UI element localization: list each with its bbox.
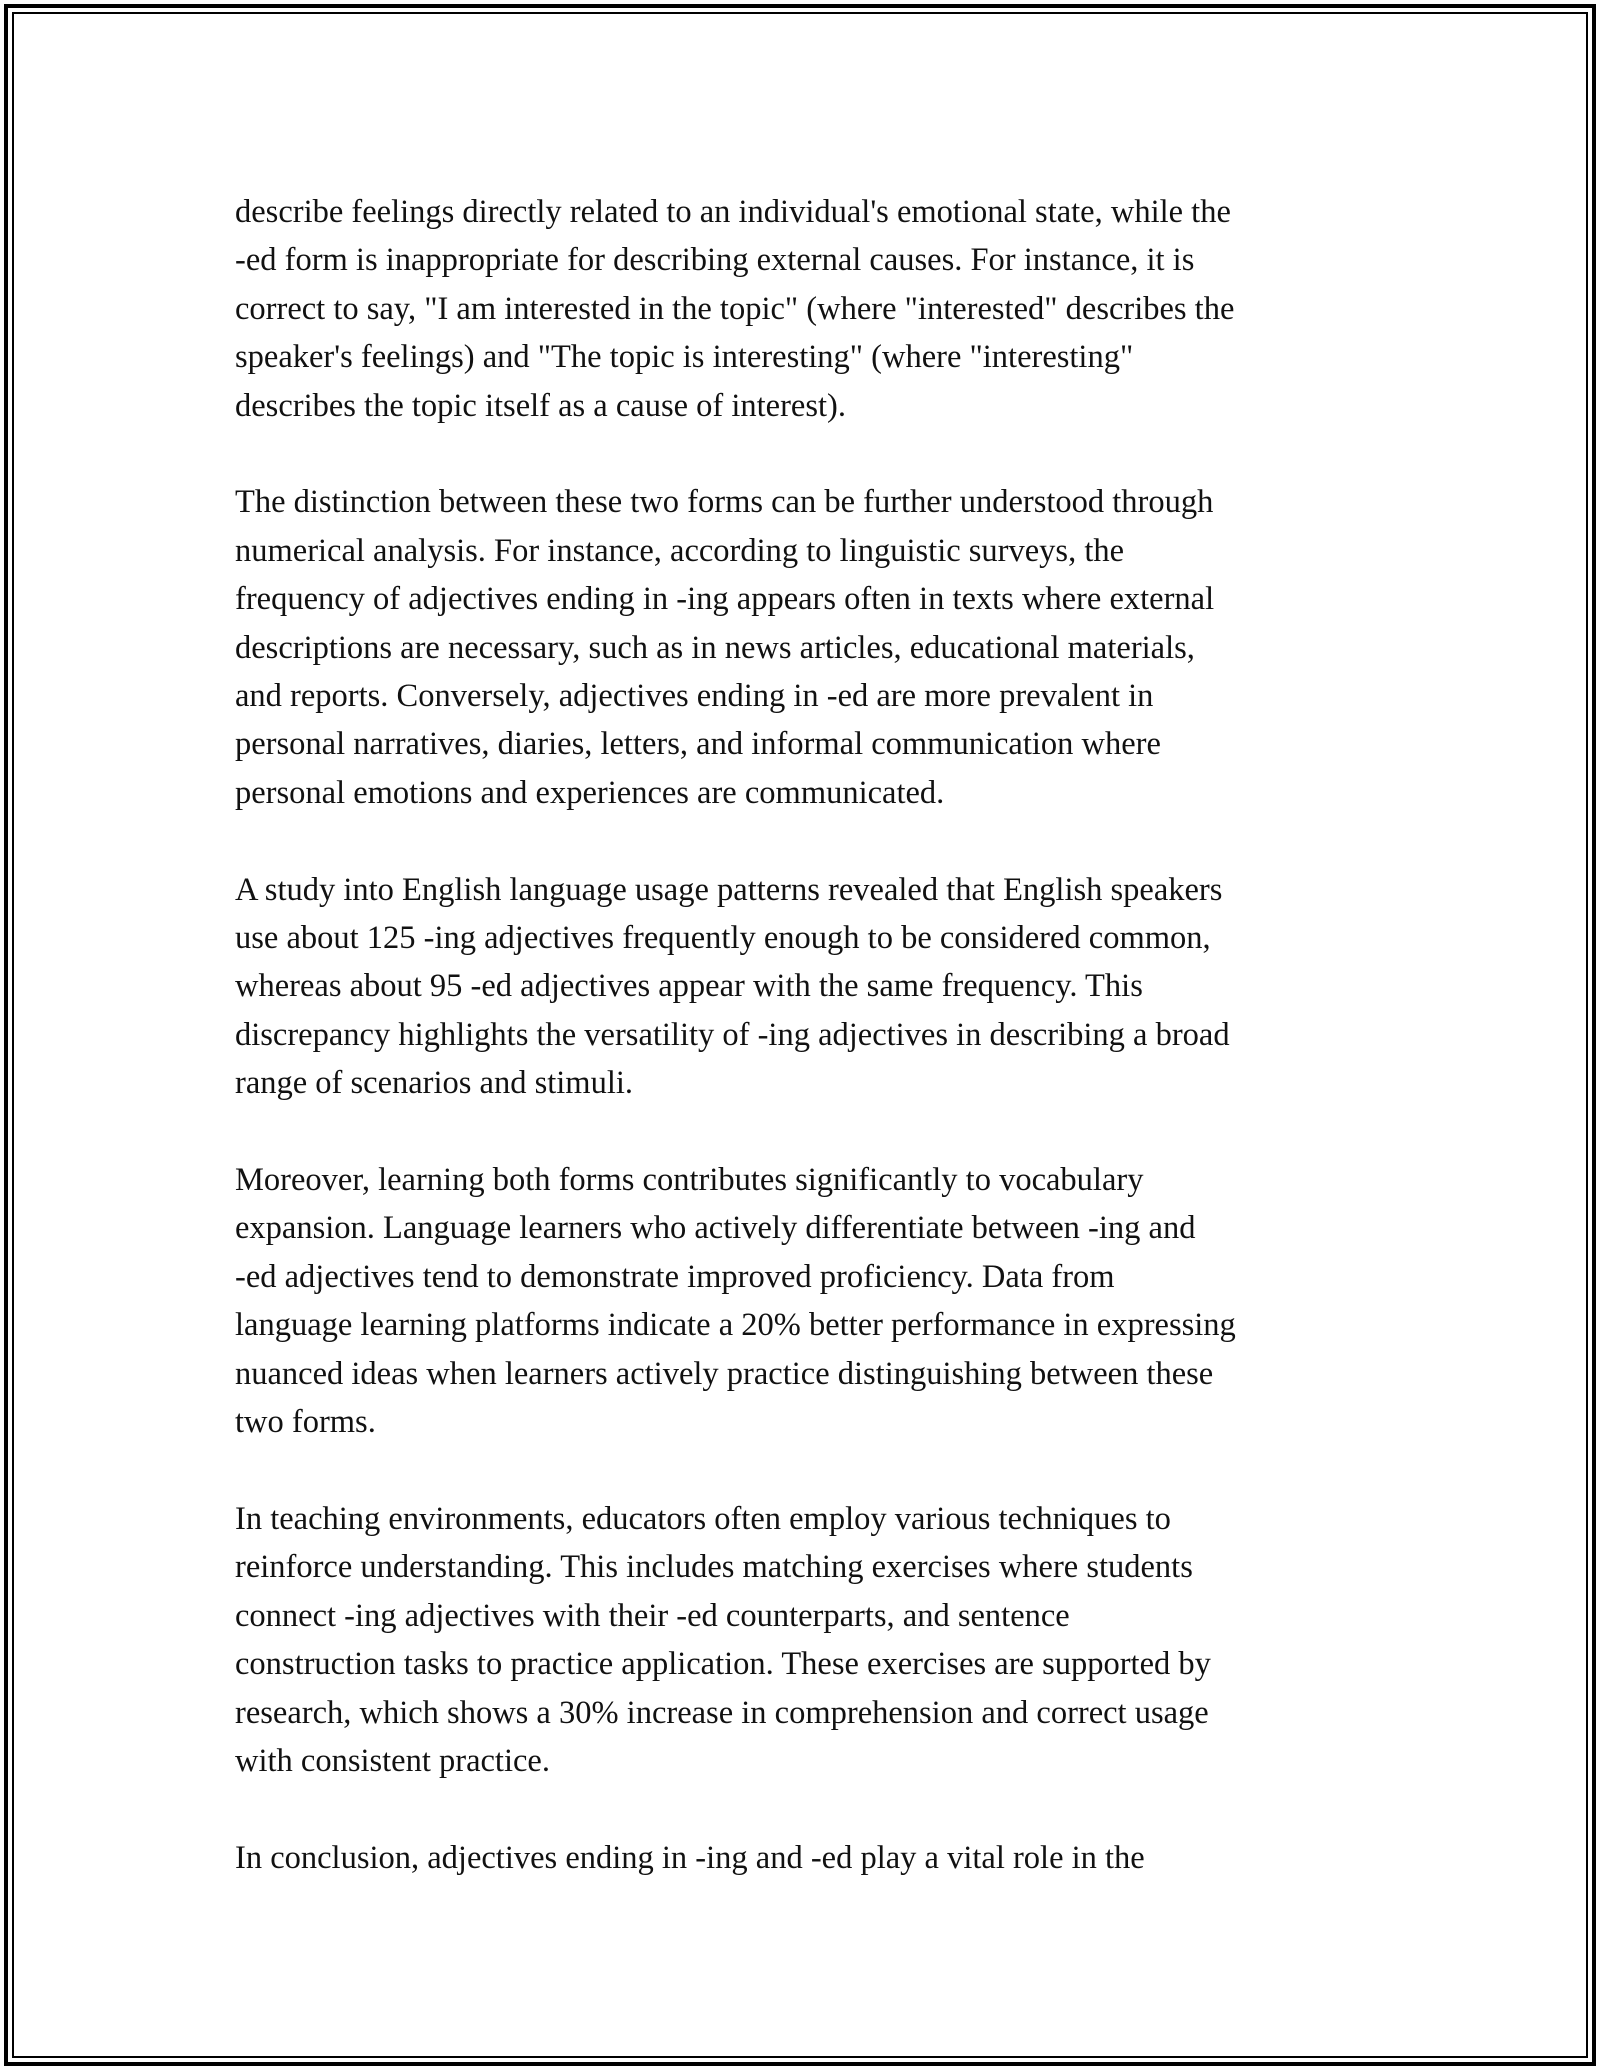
- text-line: describes the topic itself as a cause of interest).: [235, 387, 846, 424]
- paragraph-5: [235, 1495, 1375, 1785]
- text-line: Moreover, learning both forms contributes significantly to vocabulary: [235, 1162, 1144, 1199]
- document-body: [235, 188, 1375, 1882]
- text-line: speaker's feelings) and "The topic is interesting" (where "interesting": [235, 339, 1134, 376]
- text-line: use about 125 -ing adjectives frequently enough to be considered common,: [235, 920, 1211, 957]
- text-line: -ed adjectives tend to demonstrate improved proficiency. Data from: [235, 1258, 1115, 1295]
- text-line: nuanced ideas when learners actively practice distinguishing between these: [235, 1355, 1214, 1392]
- text-line: construction tasks to practice application. These exercises are supported by: [235, 1646, 1211, 1683]
- text-line: The distinction between these two forms can be further understood through: [235, 484, 1214, 521]
- paragraph-3: [235, 866, 1375, 1108]
- paragraph-4: [235, 1156, 1375, 1446]
- text-line: personal narratives, diaries, letters, and informal communication where: [235, 726, 1161, 763]
- text-line: A study into English language usage patterns revealed that English speakers: [235, 871, 1223, 908]
- text-line: In conclusion, adjectives ending in -ing and -ed play a vital role in the: [235, 1839, 1145, 1876]
- text-line: frequency of adjectives ending in -ing appears often in texts where external: [235, 581, 1215, 618]
- text-line: -ed form is inappropriate for describing external causes. For instance, it is: [235, 242, 1195, 279]
- text-line: language learning platforms indicate a 20% better performance in expressing: [235, 1307, 1236, 1344]
- text-line: discrepancy highlights the versatility of -ing adjectives in describing a broad: [235, 1016, 1230, 1053]
- paragraph-1: [235, 188, 1375, 430]
- text-line: numerical analysis. For instance, according to linguistic surveys, the: [235, 532, 1125, 569]
- text-line: two forms.: [235, 1404, 376, 1441]
- text-line: descriptions are necessary, such as in news articles, educational materials,: [235, 629, 1195, 666]
- text-line: In teaching environments, educators often employ various techniques to: [235, 1500, 1171, 1537]
- paragraph-6: [235, 1834, 1375, 1882]
- text-line: expansion. Language learners who actively differentiate between -ing and: [235, 1210, 1196, 1247]
- text-line: reinforce understanding. This includes matching exercises where students: [235, 1549, 1193, 1586]
- paragraph-2: [235, 478, 1375, 817]
- text-line: correct to say, "I am interested in the topic" (where "interested" describes the: [235, 290, 1235, 327]
- text-line: connect -ing adjectives with their -ed counterparts, and sentence: [235, 1597, 1070, 1634]
- text-line: personal emotions and experiences are communicated.: [235, 774, 945, 811]
- text-line: and reports. Conversely, adjectives ending in -ed are more prevalent in: [235, 678, 1154, 715]
- text-line: with consistent practice.: [235, 1742, 550, 1779]
- text-line: whereas about 95 -ed adjectives appear with the same frequency. This: [235, 968, 1143, 1005]
- text-line: describe feelings directly related to an individual's emotional state, while the: [235, 194, 1231, 230]
- text-line: range of scenarios and stimuli.: [235, 1065, 634, 1102]
- text-line: research, which shows a 30% increase in comprehension and correct usage: [235, 1694, 1209, 1731]
